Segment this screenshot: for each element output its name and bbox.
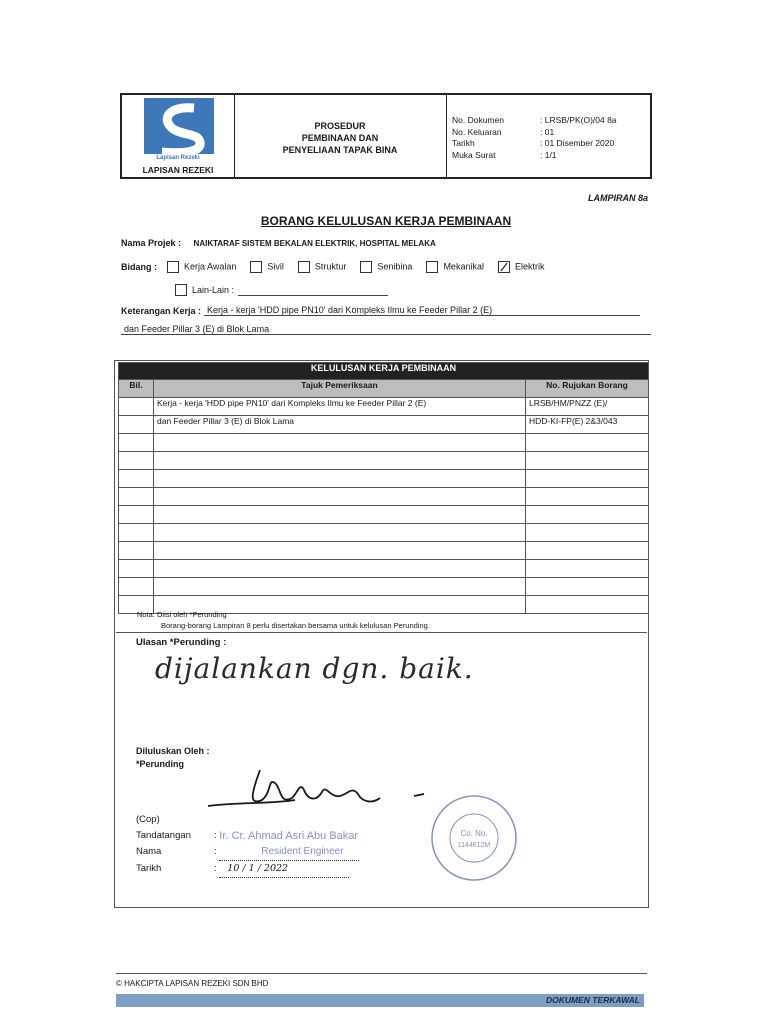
- ulasan-label: Ulasan *Perunding :: [136, 637, 227, 648]
- logo-cell: [122, 95, 235, 177]
- meta-row: [452, 127, 647, 139]
- checkbox-lain-lain[interactable]: [175, 284, 187, 296]
- table-row: [119, 542, 649, 560]
- checkbox-kerja-awalan[interactable]: [167, 261, 179, 273]
- divider: [116, 632, 647, 633]
- checkbox-struktur[interactable]: [298, 261, 310, 273]
- name-field[interactable]: Resident Engineer: [219, 844, 359, 861]
- signature-name-stamp: Ir. Cr. Ahmad Asri Abu Bakar: [219, 830, 359, 842]
- bidang-row: [121, 261, 544, 273]
- table-row: [119, 524, 649, 542]
- table-row: [119, 452, 649, 470]
- table-row: [119, 416, 649, 434]
- column-header: No. Rujukan Borang: [526, 380, 649, 398]
- table-cell[interactable]: [154, 524, 526, 542]
- bidang-option[interactable]: [498, 261, 545, 273]
- table-cell[interactable]: [119, 488, 154, 506]
- table-cell[interactable]: [526, 560, 649, 578]
- table-title: KELULUSAN KERJA PEMBINAAN: [119, 363, 649, 380]
- field-row: Tandatangan : Ir. Cr. Ahmad Asri Abu Bakar: [136, 830, 359, 842]
- classification-label: DOKUMEN TERKAWAL: [546, 995, 640, 1005]
- option-label: Elektrik: [514, 261, 545, 272]
- footer-divider: [116, 973, 647, 974]
- table-cell[interactable]: [119, 434, 154, 452]
- note-line: Borang-borang Lampiran 8 perlu disertakan bersama untuk kelulusan Perunding.: [161, 621, 430, 630]
- checkbox-sivil[interactable]: [250, 261, 262, 273]
- table-cell[interactable]: [119, 470, 154, 488]
- procedure-title-line: PENYELIAAN TAPAK BINA: [282, 145, 398, 155]
- approval-table: [118, 362, 649, 614]
- table-row: [119, 488, 649, 506]
- meta-value: : 01 Disember 2020: [540, 138, 615, 148]
- date-field[interactable]: 10 / 1 / 2022: [219, 861, 349, 878]
- bidang-option[interactable]: [250, 261, 284, 273]
- table-cell[interactable]: [119, 506, 154, 524]
- table-row: [119, 578, 649, 596]
- table-cell[interactable]: [526, 488, 649, 506]
- meta-row: [452, 150, 647, 162]
- meta-label: Muka Surat: [452, 149, 496, 160]
- table-row: [119, 506, 649, 524]
- procedure-title-line: PROSEDUR: [314, 121, 366, 131]
- table-cell[interactable]: [119, 578, 154, 596]
- table-cell[interactable]: [526, 452, 649, 470]
- table-cell[interactable]: dan Feeder Pillar 3 (E) di Blok Lama: [154, 416, 526, 434]
- procedure-title-cell: [234, 95, 447, 177]
- meta-value: : LRSB/PK(O)/04 8a: [540, 115, 617, 125]
- table-cell[interactable]: [154, 488, 526, 506]
- note-line: Nota: Diisi oleh *Perunding: [137, 610, 227, 619]
- meta-list: [452, 115, 647, 161]
- table-cell[interactable]: [119, 452, 154, 470]
- field-row: Nama : Resident Engineer: [136, 844, 359, 861]
- stamp-number: 1144612M: [457, 842, 491, 849]
- column-header: Tajuk Pemeriksaan: [154, 380, 526, 398]
- table-cell[interactable]: [119, 398, 154, 416]
- meta-label: No. Keluaran: [452, 126, 502, 137]
- field-label: Nama: [136, 846, 162, 857]
- checkbox-mekanikal[interactable]: [426, 261, 438, 273]
- meta-row: [452, 115, 647, 127]
- lain-lain-label: Lain-Lain :: [192, 285, 235, 295]
- logo-caption: Lapisan Rezeki: [156, 155, 200, 161]
- meta-label: Tarikh: [452, 138, 475, 148]
- option-label: Struktur: [314, 261, 347, 272]
- table-cell[interactable]: [154, 452, 526, 470]
- bidang-option[interactable]: [167, 261, 236, 273]
- table-cell[interactable]: [154, 578, 526, 596]
- company-logo-icon: [144, 98, 214, 154]
- table-cell[interactable]: HDD-KI-FP(E) 2&3/043: [526, 416, 649, 434]
- bidang-label: Bidang :: [121, 262, 157, 272]
- checkmark-icon: [499, 262, 509, 272]
- option-label: Kerja Awalan: [184, 261, 237, 272]
- meta-value: : 01: [540, 126, 555, 137]
- document-meta: [446, 95, 650, 177]
- copyright: © HAKCIPTA LAPISAN REZEKI SDN BHD: [116, 979, 269, 988]
- table-cell[interactable]: [526, 542, 649, 560]
- table-cell[interactable]: [526, 506, 649, 524]
- stamp-center-text: Co. No.: [460, 829, 488, 838]
- table-cell[interactable]: [154, 470, 526, 488]
- bidang-option[interactable]: [360, 261, 412, 273]
- project-name: NAIKTARAF SISTEM BEKALAN ELEKTRIK, HOSPITAL MELAKA: [193, 239, 436, 248]
- table-cell[interactable]: [154, 434, 526, 452]
- table-row: [119, 560, 649, 578]
- cop-label: (Cop): [136, 814, 160, 825]
- table-cell[interactable]: [154, 542, 526, 560]
- checkbox-elektrik-checked[interactable]: [498, 261, 510, 273]
- lain-lain-field[interactable]: [238, 285, 388, 296]
- table-cell[interactable]: [119, 560, 154, 578]
- table-cell[interactable]: [154, 506, 526, 524]
- table-row: [119, 470, 649, 488]
- table-cell[interactable]: [119, 542, 154, 560]
- option-label: Mekanikal: [443, 261, 484, 272]
- form-title: BORANG KELULUSAN KERJA PEMBINAAN: [260, 214, 512, 228]
- document-header: [120, 93, 652, 179]
- procedure-title-line: PEMBINAAN DAN: [301, 133, 379, 143]
- table-cell[interactable]: [526, 578, 649, 596]
- checkbox-senibina[interactable]: [360, 261, 372, 273]
- keterangan-label: Keterangan Kerja :: [121, 306, 202, 316]
- bidang-option[interactable]: [298, 261, 347, 273]
- field-label: Tarikh: [136, 863, 162, 874]
- table-cell[interactable]: [119, 416, 154, 434]
- lain-lain-row: [175, 284, 388, 296]
- bidang-option[interactable]: [426, 261, 484, 273]
- table-cell[interactable]: [119, 524, 154, 542]
- appendix-label: LAMPIRAN 8a: [587, 193, 648, 203]
- field-row: Tarikh : 10 / 1 / 2022: [136, 861, 359, 878]
- option-label: Senibina: [377, 261, 413, 272]
- table-cell[interactable]: [154, 560, 526, 578]
- field-label: Tandatangan: [136, 830, 191, 841]
- table-cell[interactable]: [526, 470, 649, 488]
- company-stamp-icon: [428, 792, 520, 884]
- table-cell[interactable]: Kerja - kerja 'HDD pipe PN10' dari Kompleks Ilmu ke Feeder Pillar 2 (E): [154, 398, 526, 416]
- meta-value: : 1/1: [540, 149, 557, 160]
- project-label: Nama Projek :: [121, 238, 182, 248]
- footer-bar: [116, 994, 644, 1007]
- table-cell[interactable]: [526, 434, 649, 452]
- meta-label: No. Dokumen: [452, 115, 504, 125]
- approved-by-label: Diluluskan Oleh :: [136, 746, 210, 756]
- keterangan-line-2[interactable]: dan Feeder Pillar 3 (E) di Blok Lama: [121, 324, 651, 335]
- table-cell[interactable]: LRSB/HM/PNZZ (E)/: [526, 398, 649, 416]
- table-row: [119, 398, 649, 416]
- signature-fields: [136, 812, 359, 878]
- procedure-title: [234, 120, 446, 156]
- approved-by-sub: *Perunding: [136, 759, 185, 769]
- column-header: Bil.: [119, 380, 154, 398]
- meta-row: [452, 138, 647, 150]
- company-name: LAPISAN REZEKI: [142, 165, 214, 175]
- keterangan-line-1[interactable]: Kerja - kerja 'HDD pipe PN10' dari Kompleks Ilmu ke Feeder Pillar 2 (E): [204, 305, 640, 316]
- table-row: [119, 434, 649, 452]
- project-row: [121, 238, 436, 248]
- ulasan-handwriting: dijalankan dgn. baik.: [155, 652, 474, 685]
- table-cell[interactable]: [526, 596, 649, 614]
- approved-by: [136, 745, 210, 771]
- table-cell[interactable]: [526, 524, 649, 542]
- note: [137, 609, 430, 631]
- keterangan-row: [121, 305, 640, 316]
- option-label: Sivil: [267, 261, 284, 272]
- table-body: [119, 398, 649, 614]
